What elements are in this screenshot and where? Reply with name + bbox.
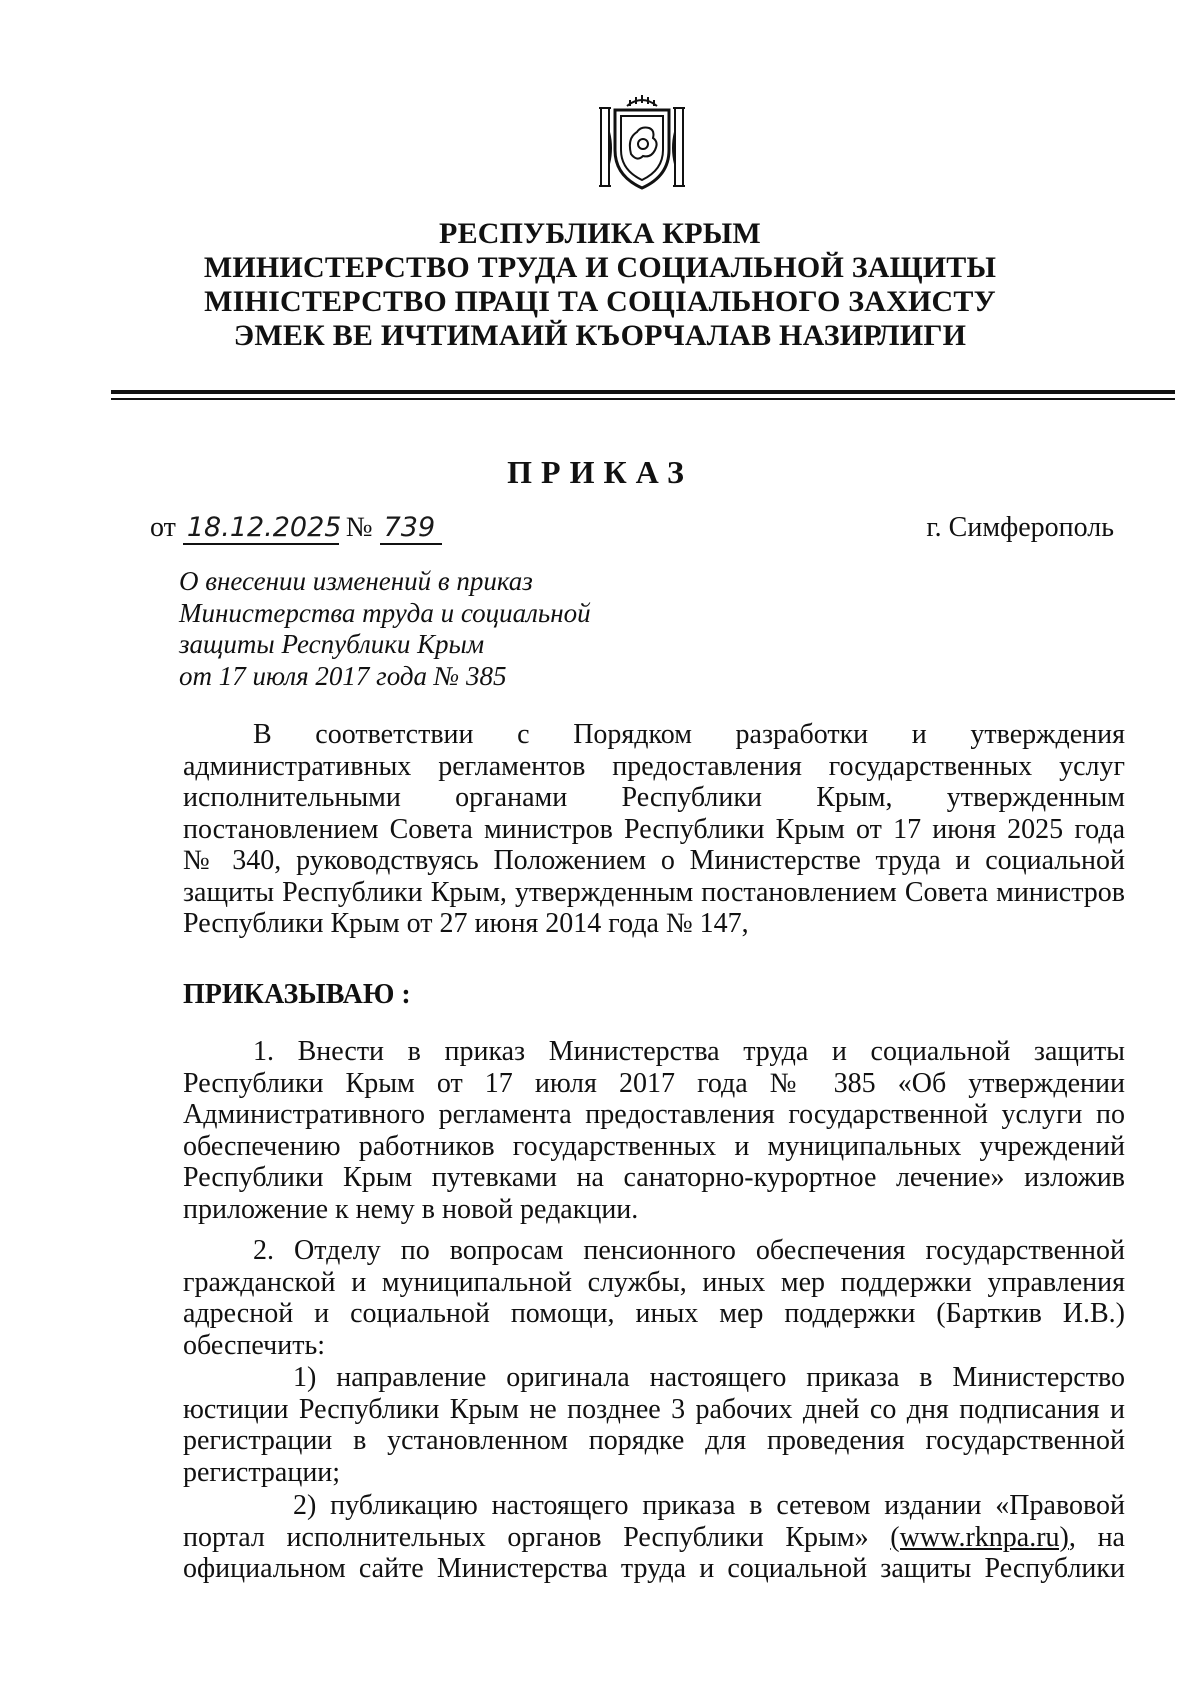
sub-item-1-paragraph: [183, 1362, 1125, 1488]
handwritten-date: 18.12.2025: [183, 513, 339, 545]
sub-item-1-line: регистрации;: [183, 1456, 341, 1488]
subject-line: Министерства труда и социальной: [179, 597, 591, 628]
subject-line: защиты Республики Крым: [179, 629, 485, 659]
item-1-line: 1. Внести в приказ Министерства труда и социальной защиты: [253, 1036, 1125, 1067]
item-1-line: обеспечению работников государственных и муниципальных учреждений: [183, 1130, 1125, 1162]
subject-line: от 17 июля 2017 года № 385: [179, 660, 507, 691]
header-ministry-ua: МІНІСТЕРСТВО ПРАЦІ ТА СОЦІАЛЬНОГО ЗАХИСТУ: [204, 285, 996, 318]
item-1-paragraph: [183, 1036, 1125, 1225]
header-republic: РЕСПУБЛИКА КРЫМ: [439, 217, 761, 250]
item-1-line: приложение к нему в новой редакции.: [183, 1193, 639, 1225]
sub-item-2-line: [183, 1522, 1125, 1554]
date-number-block: [150, 510, 442, 546]
rknpa-website-link[interactable]: (www.rknpa.ru): [890, 1521, 1069, 1553]
item-1-line: Административного регламента предоставления государственной услуги по: [183, 1099, 1125, 1130]
preamble-line: Республики Крым от 27 июня 2014 года № 147,: [183, 908, 749, 939]
item-2-line: адресной и социальной помощи, иных мер поддержки (Барткив И.В.): [183, 1298, 1125, 1329]
handwritten-number: 739: [380, 513, 442, 545]
preamble-line: защиты Республики Крым, утвержденным постановлением Совета министров: [183, 876, 1125, 908]
header-ministry-ru: МИНИСТЕРСТВО ТРУДА И СОЦИАЛЬНОЙ ЗАЩИТЫ: [203, 251, 997, 284]
item-2-paragraph: [183, 1235, 1125, 1361]
header-ministry-crh: ЭМЕК ВЕ ИЧТИМАИЙ КЪОРЧАЛАВ НАЗИРЛИГИ: [233, 319, 967, 352]
from-label: от: [150, 512, 176, 543]
header-divider-thick: [111, 390, 1175, 394]
preamble-line: № 340, руководствуясь Положением о Министерстве труда и социальной: [183, 845, 1125, 876]
item-2-line: гражданской и муниципальной службы, иных мер поддержки управления: [183, 1266, 1125, 1298]
subject-line: О внесении изменений в приказ: [179, 566, 533, 596]
preamble-line: исполнительными органами Республики Крым, утвержденным: [183, 782, 1125, 813]
sub-item-2-line: 2) публикацию настоящего приказа в сетевом издании «Правовой: [293, 1490, 1125, 1521]
header-divider-thin: [111, 398, 1175, 400]
item-1-line: Республики Крым путевками на санаторно-курортное лечение» изложив: [183, 1162, 1125, 1193]
document-type-title: ПРИКАЗ: [507, 454, 693, 490]
sub-item-2-text: , на: [1068, 1521, 1125, 1553]
sub-item-2-line: официальном сайте Министерства труда и социальной защиты Республики: [183, 1553, 1125, 1584]
sub-item-2-paragraph: [183, 1490, 1125, 1585]
item-2-line: 2. Отделу по вопросам пенсионного обеспечения государственной: [253, 1235, 1125, 1266]
city-label: г. Симферополь: [926, 512, 1114, 543]
sub-item-1-line: 1) направление оригинала настоящего приказа в Министерство: [293, 1362, 1125, 1393]
preamble-line: постановлением Совета министров Республики Крым от 17 июня 2025 года: [183, 813, 1125, 845]
coat-of-arms-emblem: [597, 92, 687, 196]
document-meta-row: [150, 510, 1114, 550]
order-directive-heading: ПРИКАЗЫВАЮ :: [183, 979, 411, 1010]
number-label: №: [345, 512, 373, 543]
preamble-line: административных регламентов предоставления государственных услуг: [183, 750, 1125, 782]
sub-item-1-line: регистрации в установленном порядке для проведения государственной: [183, 1425, 1125, 1456]
sub-item-2-text: портал исполнительных органов Республики Крым»: [183, 1521, 891, 1553]
document-subject: [179, 566, 699, 692]
item-2-line: обеспечить:: [183, 1329, 325, 1361]
preamble-paragraph: [183, 719, 1125, 940]
item-1-line: Республики Крым от 17 июля 2017 года № 385 «Об утверждении: [183, 1067, 1125, 1099]
sub-item-1-line: юстиции Республики Крым не позднее 3 рабочих дней со дня подписания и: [183, 1393, 1125, 1425]
preamble-line: В соответствии с Порядком разработки и утверждения: [253, 719, 1125, 750]
